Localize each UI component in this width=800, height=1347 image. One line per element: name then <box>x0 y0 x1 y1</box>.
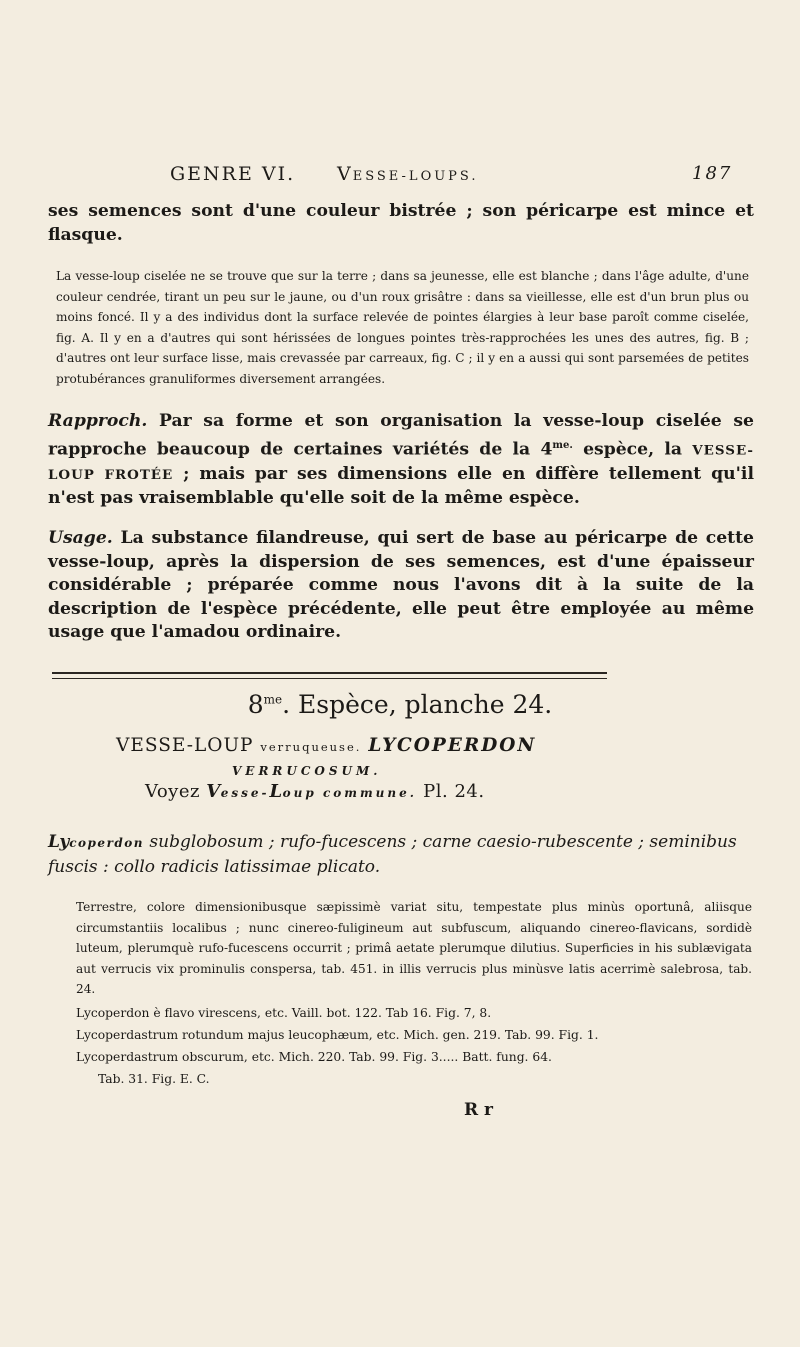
species-latin-name: VERRUCOSUM. <box>232 764 382 778</box>
header-title-rest: ESSE-LOUPS. <box>352 169 479 184</box>
reference-item: Lycoperdon è flavo virescens, etc. Vaill. bot. 122. Tab 16. Fig. 7, 8. <box>76 1006 492 1020</box>
usage-paragraph <box>48 527 754 645</box>
latin-diagnosis <box>48 830 754 879</box>
reference-item: Tab. 31. Fig. E. C. <box>98 1072 210 1086</box>
rapproch-text-1: Par sa forme et son organisation la vesse-loup ciselée se rapproche beaucoup de certaines variétés de la 4 <box>48 411 754 460</box>
references-list <box>76 1002 756 1090</box>
species-heading <box>116 735 756 756</box>
voyez-plate: Pl. 24. <box>416 781 485 802</box>
rapproch-paragraph <box>48 410 754 511</box>
intro-paragraph: ses semences sont d'une couleur bistrée ; son péricarpe est mince et flasque. <box>48 201 754 245</box>
section-number: 8 <box>247 690 264 719</box>
header-title-initial: V <box>337 163 353 185</box>
diagnosis-text: subglobosum ; rufo-fucescens ; carne caesio-rubescente ; seminibus fuscis : collo radicis latissimae plicato. <box>48 832 737 877</box>
header-genre: GENRE VI. <box>170 163 296 185</box>
section-title <box>0 690 800 719</box>
section-number-sup: me <box>263 692 283 707</box>
section-title-text: . Espèce, planche 24. <box>282 690 553 719</box>
section-divider <box>52 672 607 679</box>
header-title <box>337 163 479 185</box>
reference-item: Lycoperdastrum obscurum, etc. Mich. 220. Tab. 99. Fig. 3..... Batt. fung. 64. <box>76 1050 552 1064</box>
rapproch-species-ref: VESSE-LOUP FROTÉE <box>48 442 754 483</box>
cross-reference <box>145 781 485 802</box>
rapproch-text-2: espèce, la <box>572 439 693 460</box>
voyez-vesse-loup: Vesse-Loup <box>206 781 317 802</box>
voyez-label: Voyez <box>145 781 207 802</box>
signature-mark: R r <box>464 1100 494 1120</box>
usage-label: Usage. <box>48 528 113 548</box>
voyez-commune: commune. <box>322 786 417 800</box>
rapproch-label: Rapproch. <box>48 411 148 431</box>
diagnosis-genus: Lycoperdon <box>48 832 145 852</box>
usage-text: La substance filandreuse, qui sert de base au péricarpe de cette vesse-loup, après la dispersion de ses semences, est d'une épaisseur considérable ; préparée comme nous l'avons dit à la suite de la description de l'espèce précédente, elle peut être employée au même usage que l'amadou ordinaire. <box>48 528 754 642</box>
reference-item: Lycoperdastrum rotundum majus leucophæum, etc. Mich. gen. 219. Tab. 99. Fig. 1. <box>76 1028 599 1042</box>
page-number: 187 <box>692 163 733 184</box>
latin-note: Terrestre, colore dimensionibusque sæpissimè variat situ, tempestate plus minùs oportunâ, aliisque circumstantiis localibus ; nunc cinereo-fuligineum aut subfuscum, aliquando cinereo-flavicans, sordidè luteum, plerumquè rufo-fucescens occurrit ; primâ aetate plerumque dilutius. Superficies in his sublævigata aut verrucis vix prominulis conspersa, tab. 451. in illis verrucis plus minùsve latis acerrimè salebrosa, tab. 24. <box>76 900 752 996</box>
rapproch-sup: me. <box>552 439 573 451</box>
species-latin-genus: LYCOPERDON <box>368 735 537 756</box>
species-epithet: verruqueuse. <box>260 740 362 754</box>
species-french-name: VESSE-LOUP <box>116 735 254 756</box>
rapproch-text-3: ; mais par ses dimensions elle en diffère tellement qu'il n'est pas vraisemblable qu'elle soit de la même espèce. <box>48 463 754 509</box>
observation-note: La vesse-loup ciselée ne se trouve que sur la terre ; dans sa jeunesse, elle est blanche ; dans l'âge adulte, d'une couleur cendrée, tirant un peu sur le jaune, ou d'un roux grisâtre : dans sa vieillesse, elle est d'un brun plus ou moins foncé. Il y a des individus dont la surface relevée de pointes élargies à leur base paroît comme ciselée, fig. A. Il y en a d'autres qui sont hérissées de longues pointes très-rapprochées les unes des autres, fig. B ; d'autres ont leur surface lisse, mais crevassée par carreaux, fig. C ; il y en a aussi qui sont parsemées de petites protubérances granuliformes diversement arrangées. <box>56 269 749 386</box>
